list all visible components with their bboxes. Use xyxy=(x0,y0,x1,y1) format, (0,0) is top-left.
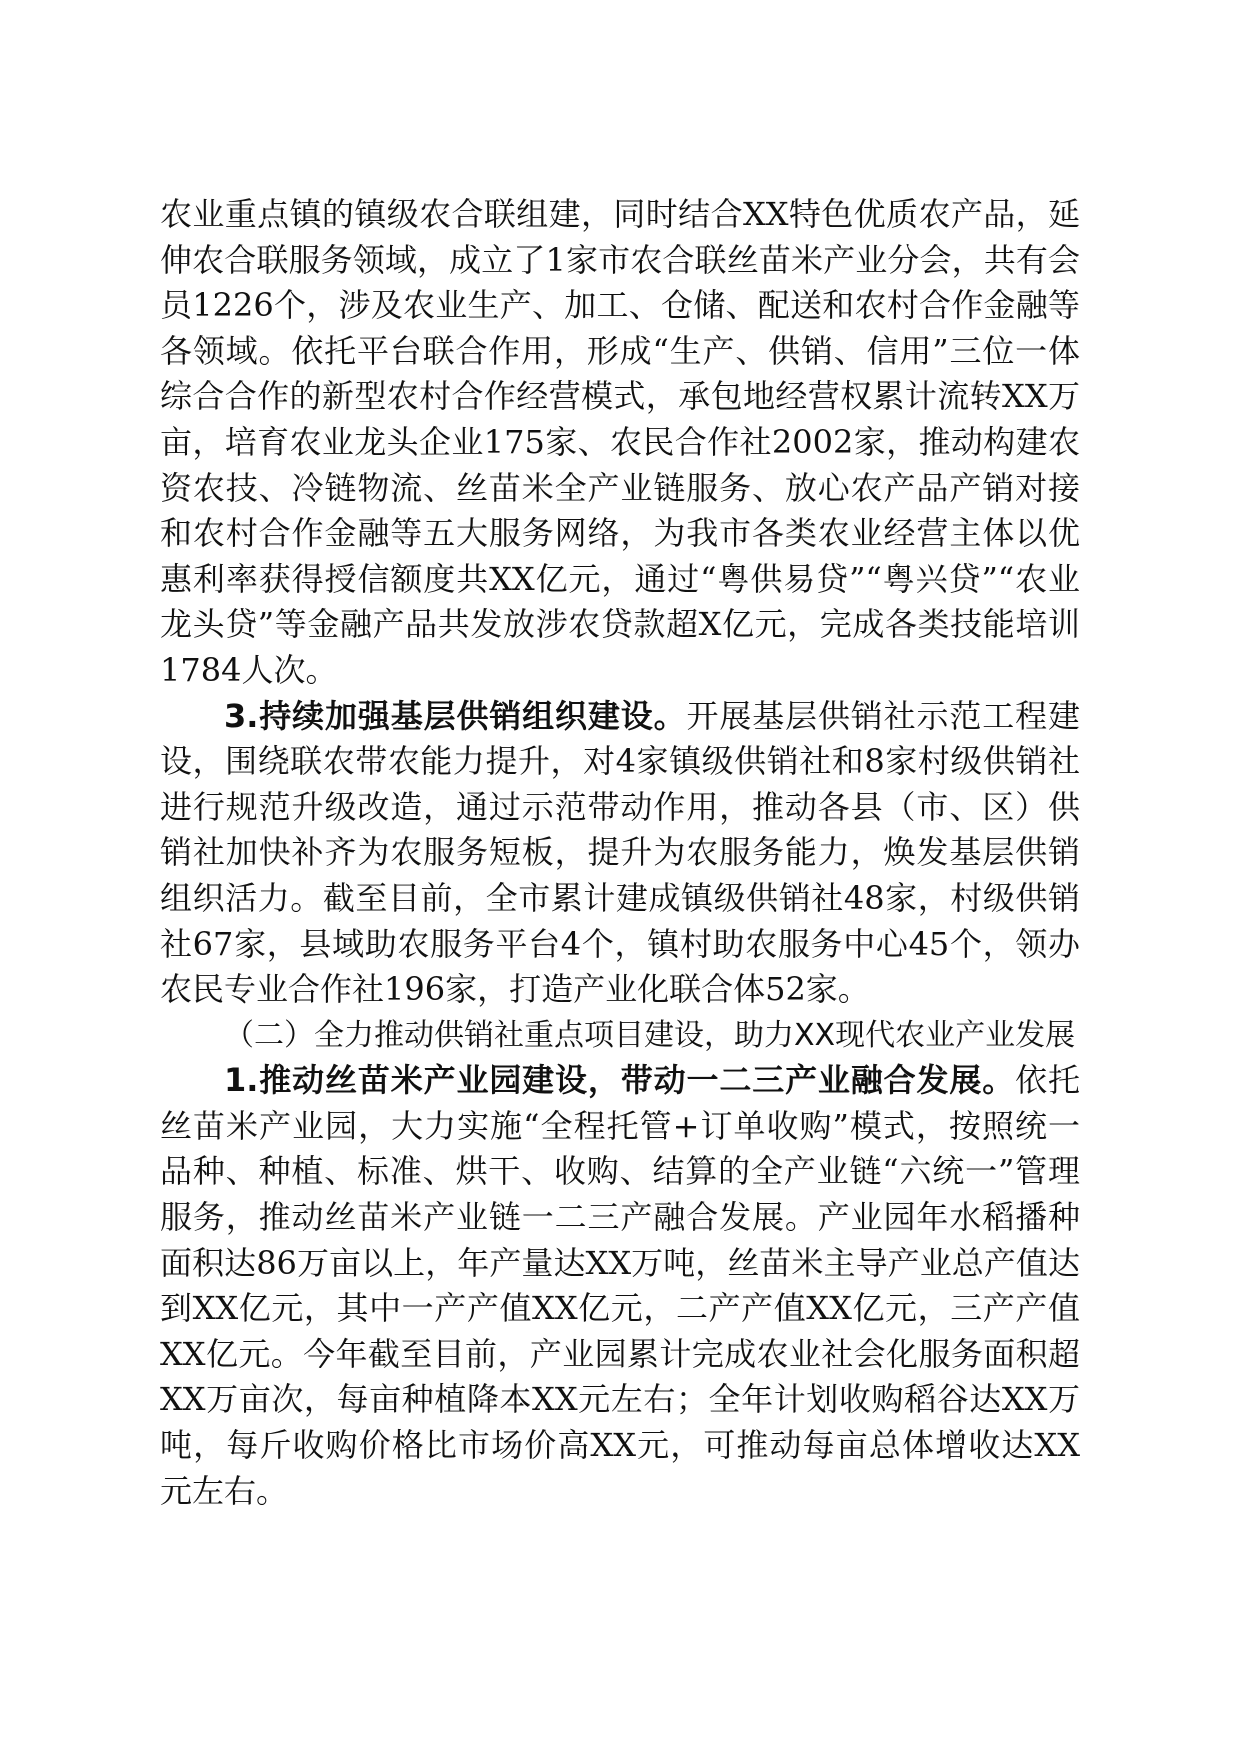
paragraph-rice-industrial-park-body: 依托丝苗米产业园，大力实施“全程托管+订单收购”模式，按照统一品种、种植、标准、烘干、收购、结算的全产业链“六统一”管理服务，推动丝苗米产业链一二三产融合发展。产业园年水稻播种面积达86万亩以上，年产量达XX万吨，丝苗米主导产业总产值达到XX亿元，其中一产产值XX亿元，二产产值XX亿元，三产产值XX亿元。今年截至目前，产业园累计完成农业社会化服务面积超XX万亩次，每亩种植降本XX元左右；全年计划收购稻谷达XX万吨，每斤收购价格比市场价高XX元，可推动每亩总体增收达XX元左右。 xyxy=(160,1061,1080,1510)
section-subheading: （二）全力推动供销社重点项目建设，助力XX现代农业产业发展 xyxy=(224,1017,1076,1053)
paragraph-rice-industrial-park-lead: 1.推动丝苗米产业园建设，带动一二三产业融合发展。 xyxy=(224,1061,1016,1100)
paragraph-rice-industrial-park xyxy=(160,1058,1080,1514)
paragraph-cooperative-network: 农业重点镇的镇级农合联组建，同时结合XX特色优质农产品，延伸农合联服务领域，成立了1家市农合联丝苗米产业分会，共有会员1226个，涉及农业生产、加工、仓储、配送和农村合作金融等各领域。依托平台联合作用，形成“生产、供销、信用”三位一体综合合作的新型农村合作经营模式，承包地经营权累计流转XX万亩，培育农业龙头企业175家、农民合作社2002家，推动构建农资农技、冷链物流、丝苗米全产业链服务、放心农产品产销对接和农村合作金融等五大服务网络，为我市各类农业经营主体以优惠利率获得授信额度共XX亿元，通过“粤供易贷”“粤兴贷”“农业龙头贷”等金融产品共发放涉农贷款超X亿元，完成各类技能培训1784人次。 xyxy=(160,195,1080,689)
paragraph-grassroots-supply-body: 开展基层供销社示范工程建设，围绕联农带农能力提升，对4家镇级供销社和8家村级供销社进行规范升级改造，通过示范带动作用，推动各县（市、区）供销社加快补齐为农服务短板，提升为农服务能力，焕发基层供销组织活力。截至目前，全市累计建成镇级供销社48家，村级供销社67家，县域助农服务平台4个，镇村助农服务中心45个，领办农民专业合作社196家，打造产业化联合体52家。 xyxy=(160,696,1080,1009)
paragraph-grassroots-supply-lead: 3.持续加强基层供销组织建设。 xyxy=(224,696,687,735)
document-page xyxy=(160,192,1080,1514)
paragraph-grassroots-supply xyxy=(160,694,1080,1013)
